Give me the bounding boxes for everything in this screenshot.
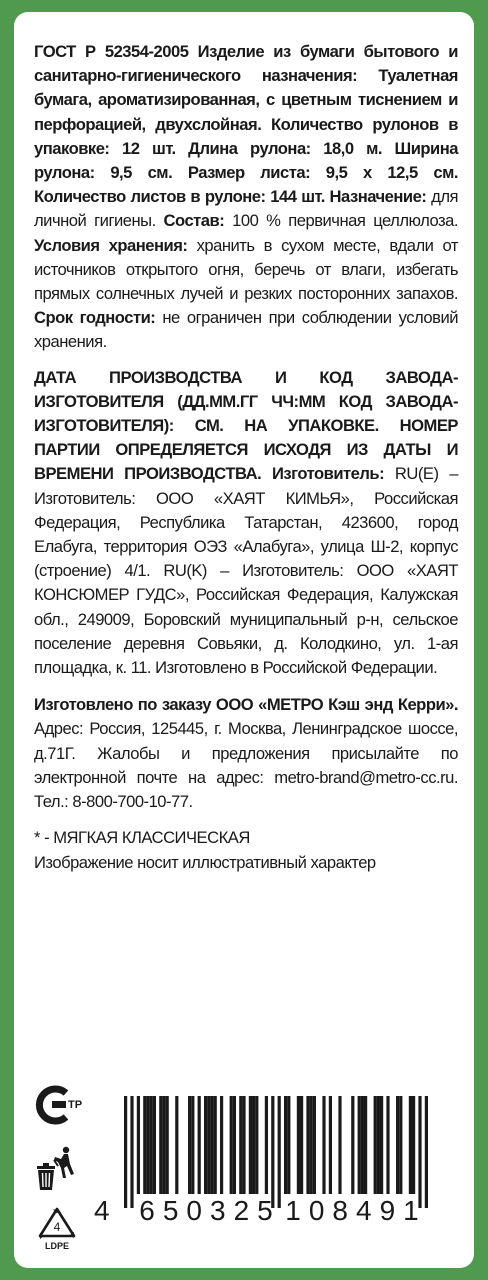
composition-label: Состав: — [163, 211, 225, 231]
barcode-bar — [143, 1096, 146, 1194]
barcode-bar — [252, 1096, 255, 1194]
illustration-note: Изображение носит иллюстративный характер — [34, 852, 376, 872]
order-block — [34, 693, 458, 814]
barcode-bar — [146, 1096, 149, 1194]
standard-and-specs: ГОСТ Р 52354-2005 Изделие из бумаги бытового и санитарно-гигиенического назначения: Туалетная бумага, ароматизированная, с цветным тиснением и перфорацией, двухслойная. Количество рулонов в упаковке: 12 шт. Длина рулона: 18,0 м. Ширина рулона: 9,5 см. Размер листа: 9,5 х 12,5 см. Количество листов в рулоне: 144 шт. Назначение: — [34, 42, 458, 207]
ordered-by: Изготовлено по заказу ООО «МЕТРО Кэш энд Керри». — [34, 695, 458, 715]
barcode-bar — [338, 1096, 341, 1194]
barcode-bar — [191, 1096, 194, 1194]
product-description — [34, 40, 458, 355]
barcode-bar — [150, 1096, 153, 1194]
barcode-bar — [377, 1096, 380, 1194]
barcode-bar — [284, 1096, 287, 1194]
barcode-bar — [313, 1096, 316, 1194]
barcode-bar — [230, 1096, 233, 1194]
barcode-bar — [175, 1096, 178, 1194]
barcode-bar — [210, 1096, 213, 1194]
product-label — [14, 12, 474, 1268]
barcode-bar — [239, 1096, 242, 1194]
storage-label: Условия хранения: — [34, 235, 188, 255]
barcode-bar — [124, 1096, 127, 1208]
barcode-bars — [124, 1096, 428, 1208]
barcode-bar — [188, 1096, 191, 1194]
barcode-bar — [153, 1096, 156, 1194]
shelf-life-label: Срок годности: — [34, 308, 156, 328]
recycle-material: LDPE — [44, 1241, 70, 1251]
barcode-bar — [198, 1096, 201, 1194]
barcode-bar — [329, 1096, 332, 1194]
barcode-bar — [351, 1096, 354, 1194]
barcode-bar — [159, 1096, 162, 1194]
barcode-bar — [204, 1096, 207, 1194]
barcode-bar — [418, 1096, 421, 1208]
barcode-left-digits: 650325 — [139, 1195, 281, 1226]
barcode-bar — [412, 1096, 415, 1194]
barcode-bar — [162, 1096, 165, 1194]
barcode-bar — [306, 1096, 309, 1194]
composition-text: 100 % первичная целлюлоза. — [224, 211, 458, 231]
barcode-bar — [220, 1096, 223, 1194]
barcode-right-digits: 108491 — [285, 1195, 427, 1226]
barcode-bar — [271, 1096, 274, 1208]
barcode-bar — [409, 1096, 412, 1194]
shelf-life-text: не ограничен при соблюдении условий хранения. — [34, 308, 458, 352]
barcode-bar — [207, 1096, 210, 1194]
barcode-bar — [364, 1096, 367, 1194]
recycle-icon — [36, 1206, 78, 1252]
ean13-barcode — [90, 1096, 460, 1226]
barcode-bar — [242, 1096, 245, 1194]
barcode-bar — [297, 1096, 300, 1194]
barcode-bar — [300, 1096, 303, 1194]
eac-tr-icon — [34, 1084, 83, 1126]
barcode-bar — [130, 1096, 133, 1208]
barcode-bar — [396, 1096, 399, 1194]
recycle-code: 4 — [53, 1220, 61, 1234]
barcode-bar — [399, 1096, 402, 1194]
barcode-bar — [386, 1096, 389, 1194]
barcode-bar — [287, 1096, 290, 1194]
footnote: * - МЯГКАЯ КЛАССИЧЕСКАЯ — [34, 828, 250, 848]
barcode-bar — [361, 1096, 364, 1194]
barcode-bar — [265, 1096, 268, 1194]
barcode-bar — [214, 1096, 217, 1194]
storage-text: хранить в сухом месте, вдали от источников открытого огня, беречь от влаги, избегать прямых солнечных лучей и резких посторонних запахов. — [34, 235, 458, 304]
barcode-bar — [255, 1096, 258, 1194]
barcode-bar — [322, 1096, 325, 1194]
barcode-first-digit: 4 — [94, 1195, 110, 1226]
contact-text: Адрес: Россия, 125445, г. Москва, Ленинградское шоссе, д.71Г. Жалобы и предложения присылайте по электронной почте на адрес: metro-brand@metro-cc.ru. Тел.: 8-800-700-10-77. — [34, 719, 458, 812]
barcode-bar — [380, 1096, 383, 1194]
barcode-bar — [166, 1096, 169, 1194]
barcode-bar — [137, 1096, 140, 1194]
label-text — [34, 40, 458, 875]
manufacturer-text: RU(E) – Изготовитель: ООО «ХАЯТ КИМЬЯ», Российская Федерация, Республика Татарстан, 423600, город Елабуга, территория ОЭЗ «Алабуга», улица Ш-2, корпус (строение) 4/1. RU(K) – Изготовитель: ООО «ХАЯТ КОНСЮМЕР ГУДС», Российская Федерация, Калужская обл., 249009, Боровский муниципальный р-н, сельское поселение деревня Совьяки, д. Колодкино, ул. 1-ая площадка, к. 11. Изготовлено в Российской Федерации. — [34, 464, 458, 678]
eac-tr-text: ТР — [68, 1099, 83, 1111]
purpose-text: для личной гигиены. — [34, 187, 459, 231]
barcode-bar — [249, 1096, 252, 1194]
barcode-bar — [233, 1096, 236, 1194]
production-date-info: ДАТА ПРОИЗВОДСТВА И КОД ЗАВОДА-ИЗГОТОВИТЕЛЯ (ДД.ММ.ГГ ЧЧ:ММ КОД ЗАВОДА-ИЗГОТОВИТЕЛЯ): СМ. НА УПАКОВКЕ. НОМЕР ПАРТИИ ОПРЕДЕЛЯЕТСЯ ИСХОДЯ ИЗ ДАТЫ И ВРЕМЕНИ ПРОИЗВОДСТВА. Изготовитель: — [34, 367, 458, 484]
barcode-bar — [374, 1096, 377, 1194]
barcode-bar — [278, 1096, 281, 1208]
manufacturer-block — [34, 366, 458, 681]
barcode-bar — [358, 1096, 361, 1194]
trash-bin-icon — [34, 1146, 78, 1192]
barcode-bar — [310, 1096, 313, 1194]
barcode-bar — [425, 1096, 428, 1208]
